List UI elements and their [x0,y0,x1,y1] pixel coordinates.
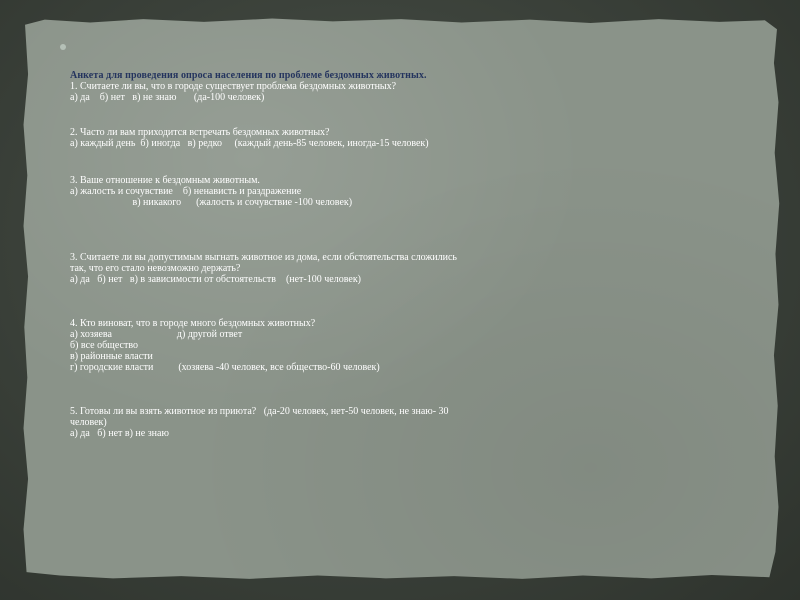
question-4 [70,318,610,373]
question-4-answer-d: г) городские власти (хозяева -40 человек, все общество-60 человек) [70,362,380,373]
question-3b [70,252,610,285]
question-1 [70,81,610,103]
question-3b-answers: а) да б) нет в) в зависимости от обстоятельств (нет-100 человек) [70,274,362,285]
question-3b-text-cont: так, что его стало невозможно держать? [70,263,241,274]
question-5 [70,406,610,439]
question-2-text: 2. Часто ли вам приходится встречать бездомных животных? [70,127,330,138]
question-2-answers: а) каждый день б) иногда в) редко (каждый день-85 человек, иногда-15 человек) [70,138,429,149]
question-3-answers: а) жалость и сочувствие б) ненависть и раздражение [70,186,302,197]
question-4-answer-c: в) районные власти [70,351,153,362]
question-5-text: 5. Готовы ли вы взять животное из приюта? (да-20 человек, нет-50 человек, не знаю- 30 [70,406,449,417]
question-2 [70,127,610,149]
question-3 [70,175,610,208]
survey-document [70,70,610,439]
bullet-dot-icon [60,44,66,50]
question-4-text: 4. Кто виноват, что в городе много бездомных животных? [70,318,316,329]
question-5-answers: а) да б) нет в) не знаю [70,428,169,439]
question-3-answers-cont: в) никакого (жалость и сочувствие -100 человек) [70,197,353,208]
survey-title: Анкета для проведения опроса населения по проблеме бездомных животных. [70,70,427,81]
question-4-answer-a: а) хозяева д) другой ответ [70,329,243,340]
question-3-text: 3. Ваше отношение к бездомным животным. [70,175,260,186]
question-3b-text: 3. Считаете ли вы допустимым выгнать животное из дома, если обстоятельства сложились [70,252,457,263]
question-4-answer-b: б) все общество [70,340,139,351]
question-5-text-cont: человек) [70,417,107,428]
question-1-text: 1. Считаете ли вы, что в городе существует проблема бездомных животных? [70,81,397,92]
question-1-answers: а) да б) нет в) не знаю (да-100 человек) [70,92,265,103]
